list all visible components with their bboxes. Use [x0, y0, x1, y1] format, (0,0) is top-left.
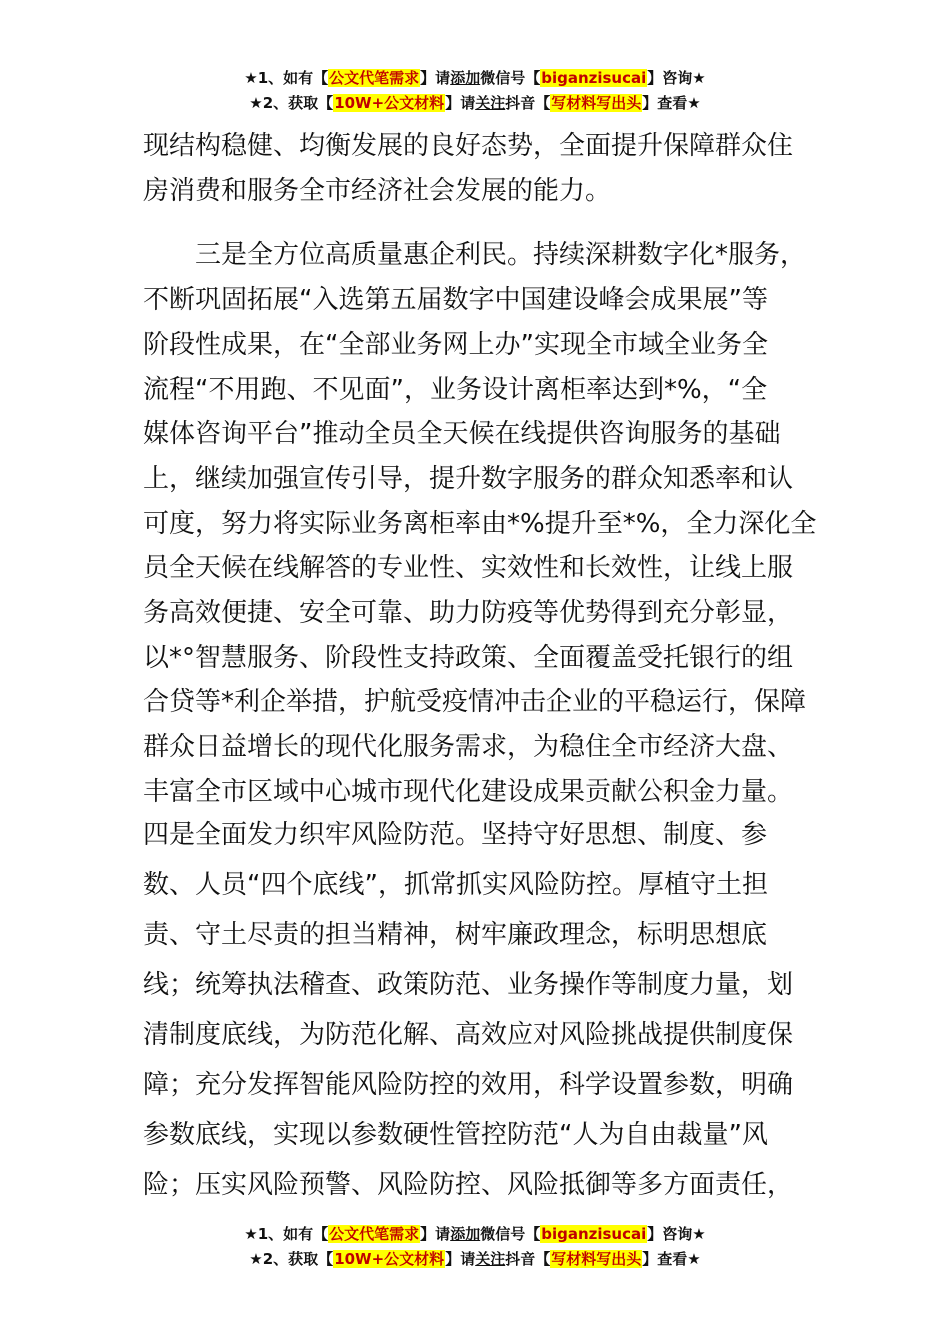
text-line: 以*°智慧服务、阶段性支持政策、全面覆盖受托银行的组: [143, 642, 794, 673]
paragraph-2: [143, 233, 817, 814]
text-line: 数、人员“四个底线”，抓常抓实风险防控。厚植守土担: [143, 870, 768, 900]
text-line: 线；统筹执法稽查、政策防范、业务操作等制度力量，划: [143, 970, 794, 1000]
text-line: 障；充分发挥智能风险防控的效用，科学设置参数，明确: [143, 1070, 794, 1100]
text-line: 现结构稳健、均衡发展的良好态势，全面提升保障群众住: [143, 131, 794, 161]
text-line: 责、守土尽责的担当精神，树牢廉政理念，标明思想底: [143, 920, 768, 950]
paragraph-1: [143, 124, 813, 213]
highlight-douyin: 写材料写出头: [551, 94, 642, 112]
text-line: 员全天候在线解答的专业性、实效性和长效性，让线上服: [143, 553, 794, 584]
text-line: 丰富全市区域中心城市现代化建设成果贡献公积金力量。: [143, 776, 794, 807]
text-line: 房消费和服务全市经济社会发展的能力。: [143, 175, 612, 206]
banner-line-1: ★1、如有【公文代笔需求】请添加微信号【biganzisucai】咨询★: [244, 69, 706, 87]
banner-line-2: ★2、获取【10W+公文材料】请关注抖音【写材料写出头】查看★: [249, 1250, 701, 1268]
text-line: 参数底线，实现以参数硬性管控防范“人为自由裁量”风: [143, 1120, 768, 1150]
text-line: 媒体咨询平台”推动全员全天候在线提供咨询服务的基础: [143, 419, 781, 450]
text-line: 险；压实风险预警、风险防控、风险抵御等多方面责任，: [143, 1170, 794, 1200]
text-line: 务高效便捷、安全可靠、助力防疫等优势得到充分彰显，: [143, 598, 794, 629]
highlight-wechat-id: biganzisucai: [541, 69, 647, 87]
header-banner: [0, 66, 950, 116]
text-line: 三是全方位高质量惠企利民。持续深耕数字化*服务，: [143, 240, 807, 271]
paragraph-3: [143, 810, 793, 1210]
banner-line-1: ★1、如有【公文代笔需求】请添加微信号【biganzisucai】咨询★: [244, 1225, 706, 1243]
banner-line-2: ★2、获取【10W+公文材料】请关注抖音【写材料写出头】查看★: [249, 94, 701, 112]
highlight-service: 公文代笔需求: [329, 69, 420, 87]
text-line: 阶段性成果，在“全部业务网上办”实现全市域全业务全: [143, 329, 768, 360]
text-line: 不断巩固拓展“入选第五届数字中国建设峰会成果展”等: [143, 285, 768, 316]
text-line: 四是全面发力织牢风险防范。坚持守好思想、制度、参: [143, 820, 768, 850]
text-line: 可度，努力将实际业务离柜率由*%提升至*%，全力深化全: [143, 508, 817, 539]
document-body: [143, 124, 817, 815]
highlight-materials: 10W+公文材料: [334, 94, 445, 112]
text-line: 清制度底线，为防范化解、高效应对风险挑战提供制度保: [143, 1020, 794, 1050]
highlight-materials: 10W+公文材料: [334, 1250, 445, 1268]
highlight-wechat-id: biganzisucai: [541, 1225, 647, 1243]
text-line: 群众日益增长的现代化服务需求，为稳住全市经济大盘、: [143, 732, 794, 763]
text-line: 上，继续加强宣传引导，提升数字服务的群众知悉率和认: [143, 463, 794, 494]
text-line: 流程“不用跑、不见面”，业务设计离柜率达到*%，“全: [143, 374, 768, 405]
text-line: 合贷等*利企举措，护航受疫情冲击企业的平稳运行，保障: [143, 687, 807, 718]
highlight-service: 公文代笔需求: [329, 1225, 420, 1243]
footer-banner: [0, 1222, 950, 1272]
highlight-douyin: 写材料写出头: [551, 1250, 642, 1268]
